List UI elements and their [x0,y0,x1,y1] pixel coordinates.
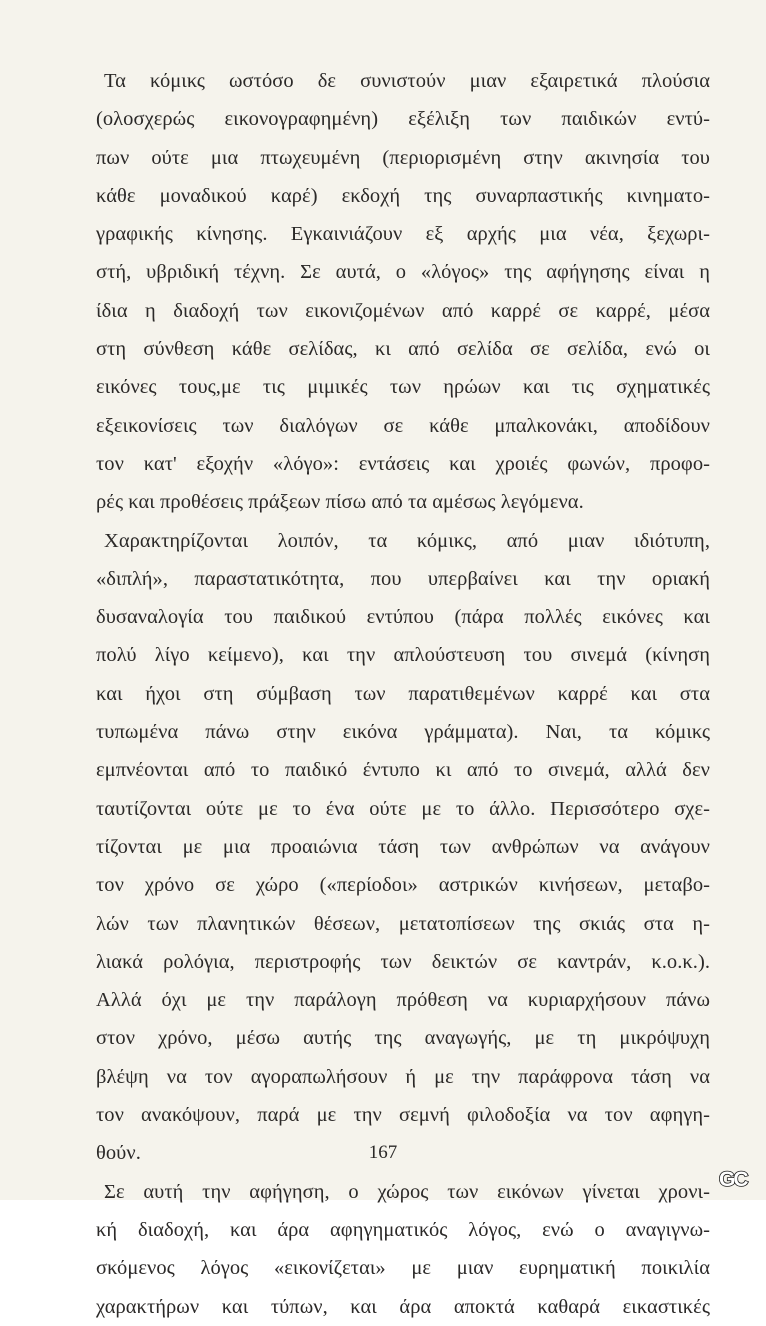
gc-logo-icon [718,1166,758,1190]
text-line: (ολοσχερώς εικονογραφημένη) εξέλιξη των παιδικών εντύ- [96,108,710,131]
text-line: Χαρακτηρίζονται λοιπόν, τα κόμικς, από μιαν ιδιότυπη, [104,529,710,552]
text-line: στον χρόνο, μέσω αυτής της αναγωγής, με τη μικρόψυχη [96,1027,710,1050]
text-line: τον χρόνο σε χώρο («περίοδοι» αστρικών κινήσεων, μεταβο- [96,874,710,897]
text-line: εικόνες τους,με τις μιμικές των ηρώων και τις σχηματικές [96,376,710,399]
paragraph-1 [96,62,710,522]
text-line: στη σύνθεση κάθε σελίδας, κι από σελίδα σε σελίδα, ενώ οι [96,338,710,361]
text-line: δυσαναλογία του παιδικού εντύπου (πάρα πολλές εικόνες και [96,606,710,629]
text-line: κή διαδοχή, και άρα αφηγηματικός λόγος, ενώ ο αναγιγνω- [96,1218,710,1241]
text-line: βλέψη να τον αγοραπωλήσουν ή με την παράφρονα τάση να [96,1065,710,1088]
text-line: στή, υβριδική τέχνη. Σε αυτά, ο «λόγος» της αφήγησης είναι η [96,261,710,284]
text-line: λιακά ρολόγια, περιστροφής των δεικτών σε καντράν, κ.ο.κ.). [96,950,710,973]
text-line: πων ούτε μια πτωχευμένη (περιορισμένη στην ακινησία του [96,146,710,169]
text-line: τον ανακόψουν, παρά με την σεμνή φιλοδοξία να τον αφηγη- [96,1104,710,1127]
text-line: ίδια η διαδοχή των εικονιζομένων από καρρέ σε καρρέ, μέσα [96,299,710,322]
text-line: εμπνέονται από το παιδικό έντυπο κι από το σινεμά, αλλά δεν [96,759,710,782]
text-line: τον κατ' εξοχήν «λόγο»: εντάσεις και χροιές φωνών, προφο- [96,452,710,475]
text-line: χαρακτήρων και τύπων, και άρα αποκτά καθαρά εικαστικές [96,1295,710,1318]
text-line: σκόμενος λόγος «εικονίζεται» με μιαν ευρηματική ποικιλία [96,1257,710,1280]
text-line: γραφικής κίνησης. Εγκαινιάζουν εξ αρχής μια νέα, ξεχωρι- [96,223,710,246]
text-line: Τα κόμικς ωστόσο δε συνιστούν μιαν εξαιρετικά πλούσια [104,70,710,92]
text-line: «διπλή», παραστατικότητα, που υπερβαίνει και την οριακή [96,567,710,590]
paragraph-3 [96,1173,710,1326]
page-number: 167 [368,1142,398,1163]
text-line: ρές και προθέσεις πράξεων πίσω από τα αμέσως λεγόμενα. [96,491,584,514]
text-line: κάθε μοναδικού καρέ) εκδοχή της συναρπαστικής κινηματο- [96,184,710,207]
body-text [96,62,710,1326]
paragraph-2 [96,522,710,1173]
text-line: Αλλά όχι με την παράλογη πρόθεση να κυριαρχήσουν πάνω [96,989,710,1012]
text-line: πολύ λίγο κείμενο), και την απλούστευση του σινεμά (κίνηση [96,644,710,667]
text-line: ταυτίζονται ούτε με το ένα ούτε με το άλλο. Περισσότερο σχε- [96,797,710,820]
text-line: θούν. [96,1142,141,1165]
text-line: τίζονται με μια προαιώνια τάση των ανθρώπων να ανάγουν [96,835,710,858]
logo-text: GC [719,1168,747,1190]
text-line: εξεικονίσεις των διαλόγων σε κάθε μπαλκονάκι, αποδίδουν [96,414,710,437]
text-line: και ήχοι στη σύμβαση των παρατιθεμένων καρρέ και στα [96,682,710,705]
text-line: λών των πλανητικών θέσεων, μετατοπίσεων της σκιάς στα η- [96,912,710,935]
text-line: τυπωμένα πάνω στην εικόνα γράμματα). Ναι, τα κόμικς [96,721,710,744]
text-line: Σε αυτή την αφήγηση, ο χώρος των εικόνων γίνεται χρονι- [104,1180,710,1203]
